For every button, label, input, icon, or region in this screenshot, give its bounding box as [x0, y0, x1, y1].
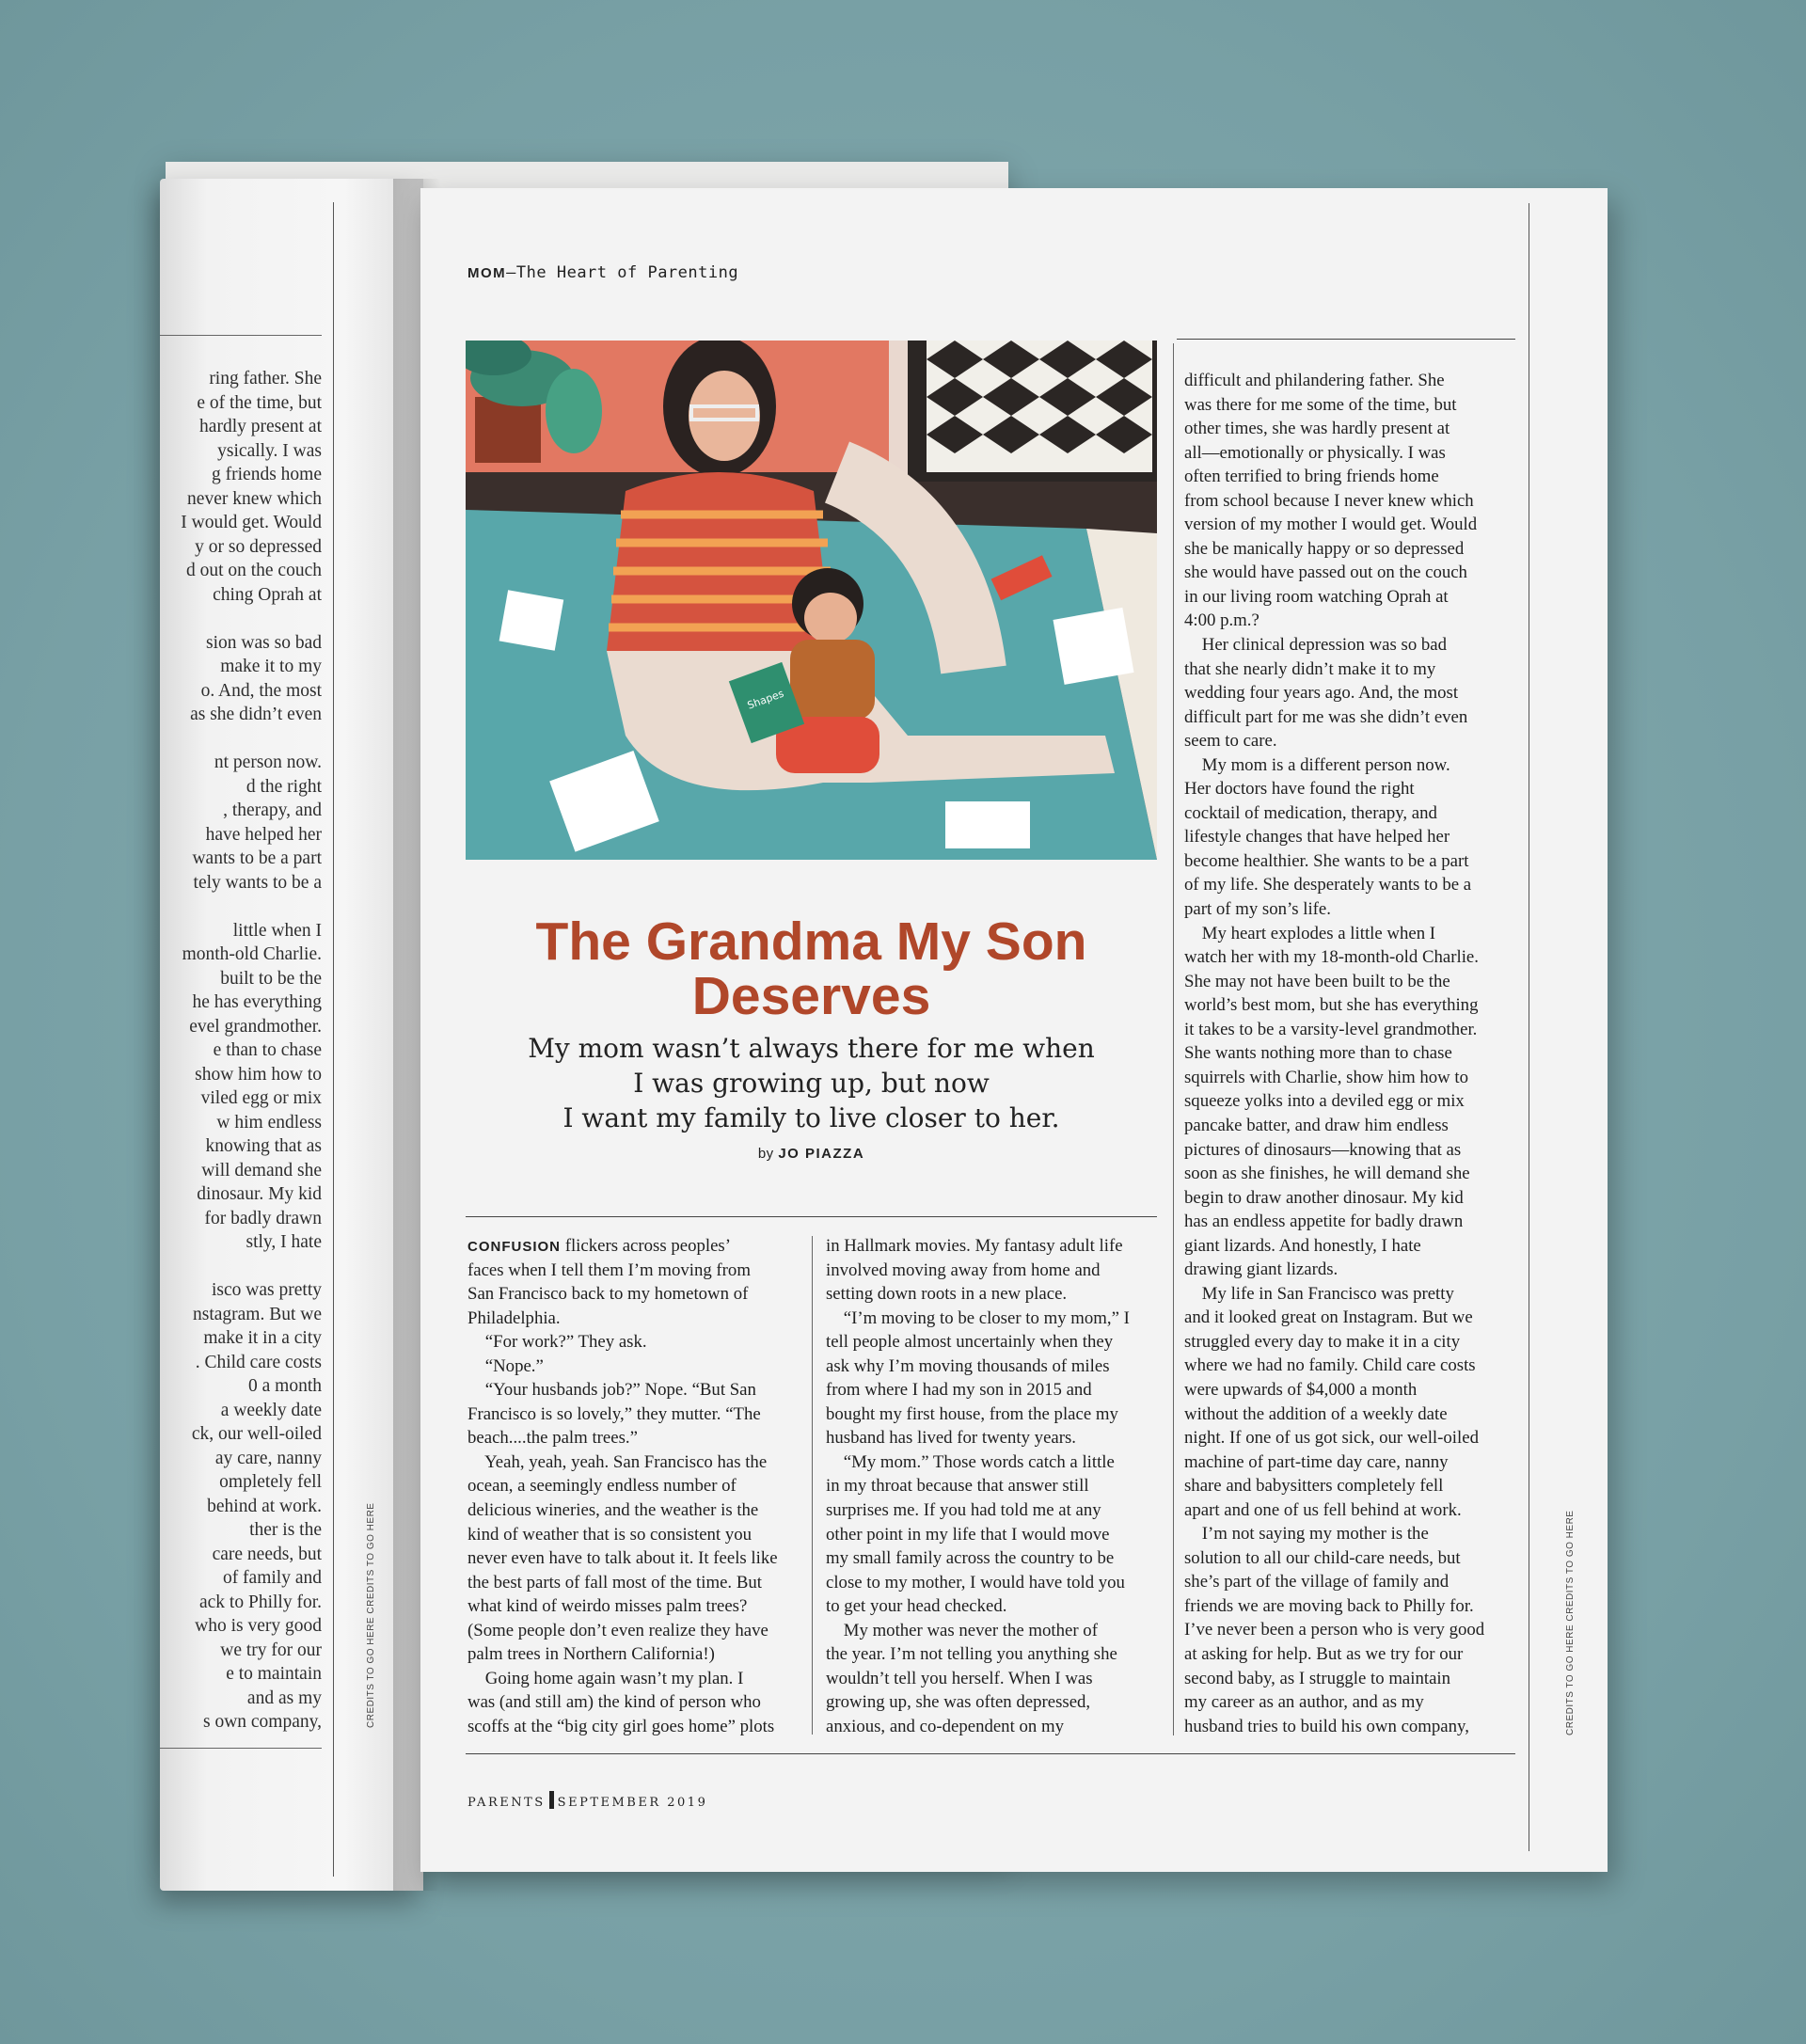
left-page: [160, 179, 423, 1891]
text-line: “My mom.” Those words catch a little: [826, 1451, 1115, 1472]
text-line: lifestyle changes that have helped her: [1184, 827, 1450, 848]
text-line: ompletely fell: [219, 1472, 322, 1492]
text-line: ck, our well-oiled: [191, 1424, 322, 1444]
text-line: watch her with my 18-month-old Charlie.: [1184, 947, 1479, 968]
article-column-3: [1184, 369, 1484, 1738]
text-line: month-old Charlie.: [182, 944, 322, 964]
text-line: beach....the palm trees.”: [467, 1428, 638, 1449]
text-line: difficult and philandering father. She: [1184, 371, 1445, 390]
text-line: of my life. She desperately wants to be a: [1184, 875, 1472, 895]
text-line: ther is the: [249, 1520, 322, 1540]
text-line: for badly drawn: [204, 1208, 322, 1228]
text-line: soon as she finishes, he will demand she: [1184, 1164, 1470, 1184]
text-line: She may not have been built to be the: [1184, 971, 1450, 991]
text-line: 0 a month: [248, 1376, 322, 1396]
text-line: nt person now.: [214, 753, 322, 772]
article-headline: The Grandma My Son Deserves: [535, 911, 1087, 1026]
text-line: she would have passed out on the couch: [1184, 562, 1467, 583]
text-line: in our living room watching Oprah at: [1184, 586, 1449, 607]
deck-line: I was growing up, but now: [633, 1068, 990, 1099]
text-line: y or so depressed: [195, 536, 322, 557]
text-line: what kind of weirdo misses palm trees?: [467, 1596, 748, 1617]
text-line: My heart explodes a little when I: [1184, 923, 1436, 943]
text-line: will demand she: [201, 1160, 322, 1180]
text-line: husband has lived for twenty years.: [826, 1428, 1077, 1449]
article-deck: [466, 1031, 1157, 1135]
text-line: My mom is a different person now.: [1184, 754, 1450, 775]
text-line: “For work?” They ask.: [467, 1332, 647, 1353]
text-line: wants to be a part: [192, 848, 322, 868]
text-line: little when I: [232, 920, 322, 941]
text-line: and it looked great on Instagram. But we: [1184, 1307, 1473, 1328]
text-line: who is very good: [195, 1616, 322, 1636]
text-line: viled egg or mix: [200, 1088, 322, 1108]
text-line: scoffs at the “big city girl goes home” plots: [467, 1716, 775, 1736]
text-line: ching Oprah at: [213, 584, 322, 605]
text-line: s own company,: [202, 1712, 322, 1732]
text-line: d the right: [246, 776, 322, 797]
text-line: husband tries to build his own company,: [1184, 1716, 1469, 1736]
text-line: e of the time, but: [197, 392, 322, 413]
text-line: stly, I hate: [246, 1232, 322, 1252]
text-line: I’m not saying my mother is the: [1184, 1524, 1429, 1545]
text-line: the best parts of fall most of the time. But: [467, 1572, 762, 1592]
text-line: I would get. Would: [181, 513, 322, 532]
text-line: in Hallmark movies. My fantasy adult life: [826, 1236, 1123, 1256]
text-line: make it in a city: [203, 1328, 322, 1348]
text-line: in my throat because that answer still: [826, 1476, 1089, 1497]
text-line: second baby, as I struggle to maintain: [1184, 1668, 1451, 1688]
text-line: (Some people don’t even realize they have: [467, 1620, 768, 1640]
page-footer: [467, 1791, 707, 1810]
text-line: palm trees in Northern California!): [467, 1644, 715, 1665]
left-page-text: [160, 367, 322, 1735]
column-rule-1: [812, 1236, 813, 1735]
text-line: anxious, and co-dependent on my: [826, 1716, 1064, 1736]
text-line: solution to all our child-care needs, but: [1184, 1547, 1461, 1568]
text-line: she’s part of the village of family and: [1184, 1572, 1450, 1592]
text-line: My mother was never the mother of: [826, 1620, 1098, 1640]
top-rule: [1177, 339, 1515, 340]
byline: [466, 1146, 1157, 1162]
text-line: ocean, a seemingly endless number of: [467, 1476, 737, 1497]
text-line: it takes to be a varsity-level grandmother.: [1184, 1019, 1478, 1039]
text-line: o. And, the most: [200, 680, 322, 701]
text-line: other times, she was hardly present at: [1184, 419, 1450, 439]
text-line: become healthier. She wants to be a part: [1184, 850, 1469, 871]
text-line: w him endless: [216, 1112, 322, 1133]
text-line: Francisco is so lovely,” they mutter. “The: [467, 1403, 761, 1424]
text-line: have helped her: [205, 824, 322, 845]
text-line: and as my: [246, 1687, 322, 1708]
text-line: was there for me some of the time, but: [1184, 394, 1457, 415]
text-line: seem to care.: [1184, 731, 1277, 752]
text-line: “I’m moving to be closer to my mom,” I: [826, 1307, 1130, 1328]
text-line: tely wants to be a: [193, 872, 322, 893]
lead-word: CONFUSION: [467, 1239, 561, 1255]
text-line: . Child care costs: [195, 1352, 322, 1372]
text-line: show him how to: [195, 1064, 322, 1085]
text-line: never even have to talk about it. It feels like: [467, 1548, 778, 1569]
paragraph-gap: [160, 895, 322, 919]
text-line: pancake batter, and draw him endless: [1184, 1115, 1449, 1135]
text-line: a weekly date: [220, 1400, 322, 1420]
mid-rule: [466, 1216, 1157, 1217]
text-line: world’s best mom, but she has everything: [1184, 995, 1479, 1016]
deck-line: I want my family to live closer to her.: [562, 1102, 1060, 1133]
text-line: care needs, but: [212, 1544, 322, 1564]
text-line: squirrels with Charlie, show him how to: [1184, 1067, 1469, 1087]
text-line: tell people almost uncertainly when they: [826, 1332, 1114, 1353]
article-column-1: [467, 1234, 778, 1738]
text-line: knowing that as: [205, 1136, 322, 1156]
text-line: wedding four years ago. And, the most: [1184, 683, 1459, 704]
runner-section: MOM: [467, 265, 507, 281]
text-line: built to be the: [220, 968, 322, 989]
text-line: hardly present at: [199, 417, 322, 436]
text-line: San Francisco back to my hometown of: [467, 1284, 749, 1305]
text-line: sion was so bad: [206, 632, 322, 653]
text-line: ysically. I was: [217, 440, 322, 461]
text-line: “Nope.”: [467, 1355, 544, 1376]
text-line: often terrified to bring friends home: [1184, 467, 1439, 487]
text-line: dinosaur. My kid: [197, 1184, 322, 1204]
text-line: surprises me. If you had told me at any: [826, 1500, 1101, 1521]
text-line: g friends home: [212, 465, 322, 484]
text-line: all—emotionally or physically. I was: [1184, 442, 1446, 463]
text-line: was (and still am) the kind of person who: [467, 1692, 761, 1713]
text-line: at asking for help. But as we try for our: [1184, 1643, 1464, 1664]
first-line: [467, 1234, 778, 1259]
text-line: Going home again wasn’t my plan. I: [467, 1668, 744, 1688]
text-line: 4:00 p.m.?: [1184, 610, 1259, 631]
deck-line: My mom wasn’t always there for me when: [528, 1033, 1095, 1064]
text-line: , therapy, and: [223, 800, 322, 820]
text-line: behind at work.: [207, 1496, 322, 1516]
right-credits: CREDITS TO GO HERE CREDITS TO GO HERE: [1565, 1510, 1576, 1735]
text-line: Yeah, yeah, yeah. San Francisco has the: [467, 1451, 768, 1472]
running-header: [467, 263, 738, 282]
text-line: machine of part-time day care, nanny: [1184, 1451, 1449, 1472]
text-line: my small family across the country to be: [826, 1548, 1115, 1569]
text-line: version of my mother I would get. Would: [1184, 515, 1478, 535]
text-line: without the addition of a weekly date: [1184, 1403, 1448, 1424]
text-line: drawing giant lizards.: [1184, 1260, 1339, 1280]
text-line: ack to Philly for.: [199, 1592, 322, 1612]
text-line: the year. I’m not telling you anything she: [826, 1644, 1117, 1665]
left-page-rule-top: [160, 335, 322, 336]
issue-date: SEPTEMBER 2019: [557, 1796, 708, 1810]
text-line: from school because I never knew which: [1184, 490, 1474, 511]
text-line: ask why I’m moving thousands of miles: [826, 1355, 1110, 1376]
paragraph-gap: [160, 727, 322, 752]
text-line: kind of weather that is so consistent you: [467, 1524, 752, 1545]
text-line: never knew which: [187, 488, 322, 509]
footer-bar: [549, 1791, 554, 1809]
text-line: as she didn’t even: [190, 705, 322, 724]
text-line: part of my son’s life.: [1184, 899, 1331, 920]
text-line: bought my first house, from the place my: [826, 1403, 1118, 1424]
text-line: of family and: [222, 1568, 322, 1588]
left-credits: CREDITS TO GO HERE CREDITS TO GO HERE: [366, 1502, 376, 1728]
text-line: we try for our: [220, 1640, 322, 1660]
text-line: involved moving away from home and: [826, 1260, 1101, 1280]
text-line: “Your husbands job?” Nope. “But San: [467, 1380, 756, 1401]
text-line: Her doctors have found the right: [1184, 779, 1415, 800]
text-line: cocktail of medication, therapy, and: [1184, 802, 1437, 823]
text-line: e to maintain: [226, 1664, 322, 1684]
text-line: squeeze yolks into a deviled egg or mix: [1184, 1091, 1465, 1112]
paragraph-gap: [160, 607, 322, 631]
text-line: has an endless appetite for badly drawn: [1184, 1212, 1464, 1232]
text-line: setting down roots in a new place.: [826, 1284, 1068, 1305]
article-column-2: [826, 1234, 1130, 1738]
book-label: Shapes: [745, 687, 785, 712]
text-line: difficult part for me was she didn’t even: [1184, 706, 1468, 727]
text-line: he has everything: [192, 992, 322, 1012]
text-line: My life in San Francisco was pretty: [1184, 1283, 1454, 1304]
text-line: other point in my life that I would move: [826, 1524, 1110, 1545]
runner-title: —The Heart of Parenting: [506, 263, 739, 282]
magazine-name: PARENTS: [467, 1796, 546, 1810]
grandma-illustration: [466, 341, 1157, 860]
byline-prefix: by: [757, 1146, 774, 1162]
text-line: growing up, she was often depressed,: [826, 1692, 1091, 1713]
left-page-rule-bottom: [160, 1748, 322, 1749]
paragraph-gap: [160, 1255, 322, 1279]
text-line: share and babysitters completely fell: [1184, 1476, 1444, 1497]
text-line: pictures of dinosaurs—knowing that as: [1184, 1139, 1462, 1160]
text-line: apart and one of us fell behind at work.: [1184, 1499, 1462, 1520]
text-line: were upwards of $4,000 a month: [1184, 1379, 1418, 1400]
text-line: that she nearly didn’t make it to my: [1184, 658, 1436, 679]
text-line: my career as an author, and as my: [1184, 1692, 1424, 1713]
text-line: Philadelphia.: [467, 1307, 561, 1328]
text-line: make it to my: [220, 657, 322, 676]
text-line: wouldn’t tell you herself. When I was: [826, 1668, 1093, 1688]
text-line: friends we are moving back to Philly for.: [1184, 1595, 1474, 1616]
text-line: e than to chase: [213, 1040, 322, 1060]
text-line: ay care, nanny: [214, 1448, 322, 1468]
column-rule-2: [1173, 343, 1174, 1735]
text-line: struggled every day to make it in a city: [1184, 1331, 1461, 1352]
text-line: ring father. She: [209, 369, 322, 388]
first-line-text: flickers across peoples’: [561, 1236, 731, 1256]
text-line: where we had no family. Child care costs: [1184, 1355, 1476, 1376]
text-line: d out on the couch: [185, 561, 322, 580]
author-name: JO PIAZZA: [778, 1146, 865, 1162]
text-line: She wants nothing more than to chase: [1184, 1043, 1452, 1064]
text-line: from where I had my son in 2015 and: [826, 1380, 1092, 1401]
left-page-column-rule: [333, 202, 334, 1877]
text-line: close to my mother, I would have told you: [826, 1572, 1125, 1592]
text-line: I’ve never been a person who is very good: [1184, 1620, 1485, 1640]
illustration: [466, 341, 1157, 860]
text-line: begin to draw another dinosaur. My kid: [1184, 1187, 1464, 1208]
text-line: Her clinical depression was so bad: [1184, 635, 1448, 656]
text-line: to get your head checked.: [826, 1596, 1007, 1617]
text-line: delicious wineries, and the weather is the: [467, 1500, 759, 1521]
front-page: [420, 188, 1608, 1872]
text-line: faces when I tell them I’m moving from: [467, 1260, 751, 1280]
text-line: she be manically happy or so depressed: [1184, 538, 1465, 559]
bottom-rule: [466, 1753, 1515, 1754]
text-line: evel grandmother.: [189, 1016, 322, 1037]
text-line: giant lizards. And honestly, I hate: [1184, 1235, 1421, 1256]
text-line: isco was pretty: [212, 1280, 322, 1300]
text-line: night. If one of us got sick, our well-oiled: [1184, 1428, 1479, 1449]
text-line: nstagram. But we: [192, 1304, 322, 1324]
